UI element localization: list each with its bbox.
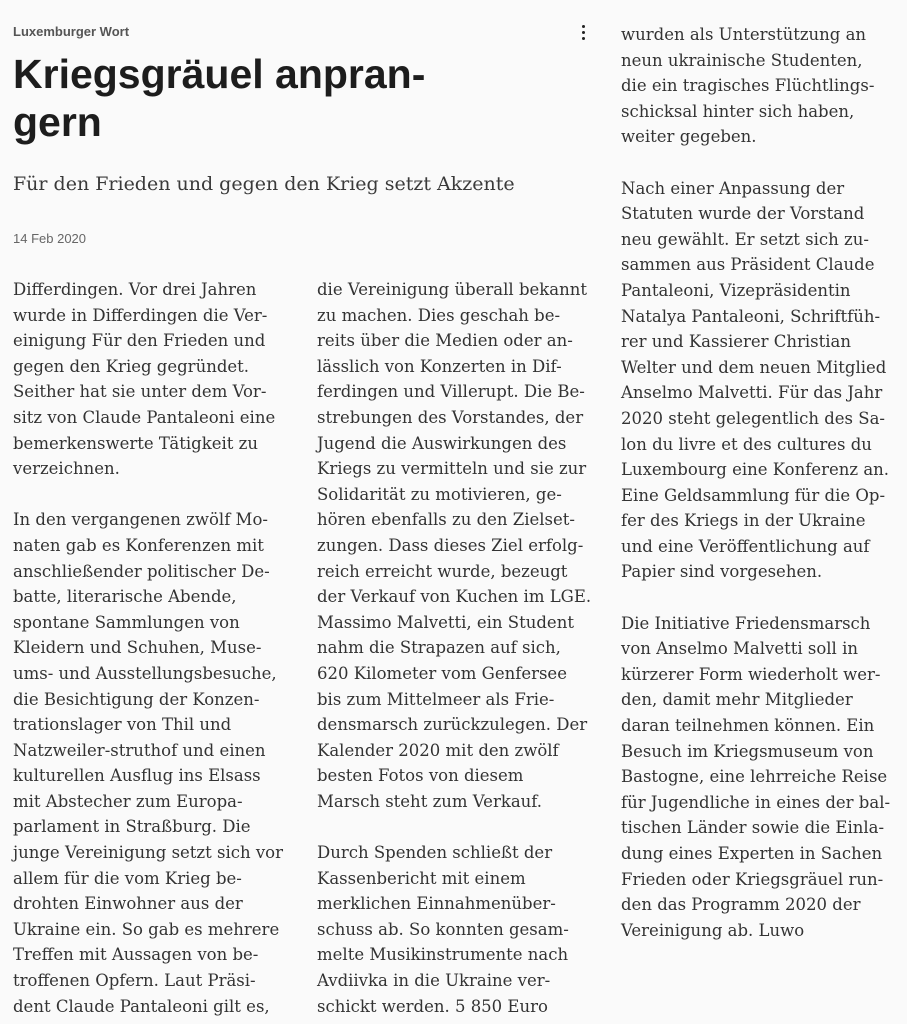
- text-line: neun ukrainische Studenten,: [621, 50, 863, 70]
- text-line: nahm die Strapazen auf sich,: [317, 638, 561, 658]
- text-line: Natalya Pantaleoni, Schriftfüh-: [621, 306, 881, 326]
- text-line: melte Musikinstrumente nach: [317, 945, 569, 965]
- more-options-button[interactable]: [574, 20, 592, 44]
- paragraph-break: [621, 585, 901, 611]
- text-line: die Besichtigung der Konzen-: [13, 689, 260, 709]
- text-line: Ukraine ein. So gab es mehrere: [13, 919, 280, 939]
- more-vertical-icon: [582, 25, 585, 28]
- text-line: gegen den Krieg gegründet.: [13, 356, 250, 376]
- article-column-1: [13, 277, 293, 1019]
- text-line: zu machen. Dies geschah be-: [317, 305, 561, 325]
- text-line: bis zum Mittelmeer als Frie-: [317, 689, 555, 709]
- text-line: fer des Kriegs in der Ukraine: [621, 511, 866, 531]
- paragraph-break: [621, 150, 901, 176]
- headline-line: gern: [13, 99, 102, 145]
- text-line: tischen Länder sowie die Einla-: [621, 818, 885, 838]
- text-line: von Anselmo Malvetti soll in: [621, 639, 858, 659]
- text-line: die ein tragisches Flüchtlings-: [621, 76, 875, 96]
- text-line: ferdingen und Villerupt. Die Be-: [317, 382, 585, 402]
- text-line: sitz von Claude Pantaleoni eine: [13, 407, 276, 427]
- text-line: Natzweiler-struthof und einen: [13, 740, 266, 760]
- text-line: 620 Kilometer vom Genfersee: [317, 663, 567, 683]
- text-line: ums- und Ausstellungsbesuche,: [13, 663, 277, 683]
- text-line: dung eines Experten in Sachen: [621, 844, 883, 863]
- text-line: kulturellen Ausflug ins Elsass: [13, 766, 261, 786]
- article-date: 14 Feb 2020: [13, 231, 87, 246]
- text-line: In den vergangenen zwölf Mo-: [13, 510, 268, 530]
- text-line: trationslager von Thil und: [13, 715, 232, 735]
- paragraph-break: [317, 814, 597, 840]
- text-line: Welter und dem neuen Mitglied: [621, 357, 887, 377]
- text-line: Jugend die Auswirkungen des: [317, 433, 567, 453]
- text-line: Die Initiative Friedensmarsch: [621, 613, 871, 633]
- text-line: Eine Geldsammlung für die Op-: [621, 485, 886, 505]
- text-line: sammen aus Präsident Claude: [621, 255, 875, 275]
- text-line: kürzerer Form wiederholt wer-: [621, 664, 881, 684]
- text-line: Differdingen. Vor drei Jahren: [13, 280, 257, 299]
- publication-name: Luxemburger Wort: [13, 24, 130, 39]
- text-line: bemerkenswerte Tätigkeit zu: [13, 433, 258, 453]
- paragraph-break: [13, 482, 293, 508]
- text-line: dent Claude Pantaleoni gilt es,: [13, 996, 270, 1016]
- text-line: einigung Für den Frieden und: [13, 331, 266, 351]
- text-line: Kriegs zu vermitteln und sie zur: [317, 459, 587, 479]
- text-line: lon du livre et des cultures du: [621, 434, 872, 454]
- text-line: besten Fotos von diesem: [317, 766, 524, 786]
- text-line: Marsch steht zum Verkauf.: [317, 791, 543, 811]
- text-line: Statuten wurde der Vorstand: [621, 204, 865, 224]
- text-line: schicksal hinter sich haben,: [621, 101, 855, 121]
- text-line: anschließender politischer De-: [13, 561, 270, 581]
- text-line: junge Vereinigung setzt sich vor: [13, 843, 283, 863]
- text-line: Massimo Malvetti, ein Student: [317, 612, 574, 632]
- text-line: merklichen Einnahmenüber-: [317, 894, 556, 914]
- text-line: Nach einer Anpassung der: [621, 178, 845, 198]
- text-line: rer und Kassierer Christian: [621, 332, 852, 352]
- text-line: 2020 steht gelegentlich des Sa-: [621, 408, 885, 428]
- text-line: strebungen des Vorstandes, der: [317, 407, 584, 427]
- text-line: Vereinigung ab. Luwo: [621, 920, 805, 940]
- text-line: verzeichnen.: [13, 459, 120, 479]
- text-line: Pantaleoni, Vizepräsidentin: [621, 280, 851, 300]
- article-subtitle: Für den Frieden und gegen den Krieg setzt Akzente: [13, 173, 515, 195]
- text-line: den, damit mehr Mitglieder: [621, 690, 853, 710]
- text-line: Kalender 2020 mit den zwölf: [317, 740, 559, 760]
- text-line: Luxembourg eine Konferenz an.: [621, 460, 890, 480]
- text-line: schickt werden. 5 850 Euro: [317, 996, 548, 1016]
- text-line: Bastogne, eine lehrreiche Reise: [621, 767, 888, 787]
- article-column-2: [317, 277, 597, 1019]
- text-line: neu gewählt. Er setzt sich zu-: [621, 229, 869, 249]
- text-line: weiter gegeben.: [621, 127, 757, 147]
- text-line: für Jugendliche in eines der bal-: [621, 792, 891, 812]
- text-line: reich erreicht wurde, bezeugt: [317, 561, 568, 581]
- text-line: Kassenbericht mit einem: [317, 868, 526, 888]
- text-line: Durch Spenden schließt der: [317, 843, 553, 863]
- text-line: und eine Veröffentlichung auf: [621, 536, 870, 556]
- text-line: Solidarität zu motivieren, ge-: [317, 484, 562, 504]
- text-line: Kleidern und Schuhen, Muse-: [13, 638, 262, 658]
- text-line: reits über die Medien oder an-: [317, 331, 573, 351]
- text-line: hören ebenfalls zu den Zielset-: [317, 510, 575, 530]
- text-line: densmarsch zurückzulegen. Der: [317, 715, 588, 735]
- text-line: zungen. Dass dieses Ziel erfolg-: [317, 535, 584, 555]
- text-line: Papier sind vorgesehen.: [621, 562, 823, 582]
- article-column-3: [621, 22, 901, 943]
- text-line: allem für die vom Krieg be-: [13, 868, 242, 888]
- text-line: schuss ab. So konnten gesam-: [317, 919, 569, 939]
- text-line: parlament in Straßburg. Die: [13, 817, 251, 837]
- text-line: daran teilnehmen können. Ein: [621, 716, 875, 736]
- text-line: Besuch im Kriegsmuseum von: [621, 741, 874, 761]
- text-line: naten gab es Konferenzen mit: [13, 535, 264, 555]
- text-line: wurden als Unterstützung an: [621, 25, 867, 44]
- text-line: spontane Sammlungen von: [13, 612, 240, 632]
- text-line: Seither hat sie unter dem Vor-: [13, 382, 267, 402]
- text-line: Treffen mit Aussagen von be-: [13, 945, 259, 965]
- headline-line: Kriegsgräuel anpran-: [13, 51, 426, 97]
- text-line: batte, literarische Abende,: [13, 587, 237, 607]
- text-line: wurde in Differdingen die Ver-: [13, 305, 268, 325]
- text-line: Anselmo Malvetti. Für das Jahr: [621, 383, 883, 403]
- text-line: drohten Einwohner aus der: [13, 894, 243, 914]
- text-line: troffenen Opfern. Laut Präsi-: [13, 971, 256, 991]
- text-line: die Vereinigung überall bekannt: [317, 280, 587, 299]
- text-line: lässlich von Konzerten in Dif-: [317, 356, 562, 376]
- text-line: den das Programm 2020 der: [621, 895, 861, 915]
- text-line: mit Abstecher zum Europa-: [13, 791, 243, 811]
- text-line: der Verkauf von Kuchen im LGE.: [317, 587, 592, 607]
- text-line: Frieden oder Kriegsgräuel run-: [621, 869, 884, 889]
- text-line: Avdiivka in die Ukraine ver-: [317, 971, 551, 991]
- article-headline: [13, 50, 493, 146]
